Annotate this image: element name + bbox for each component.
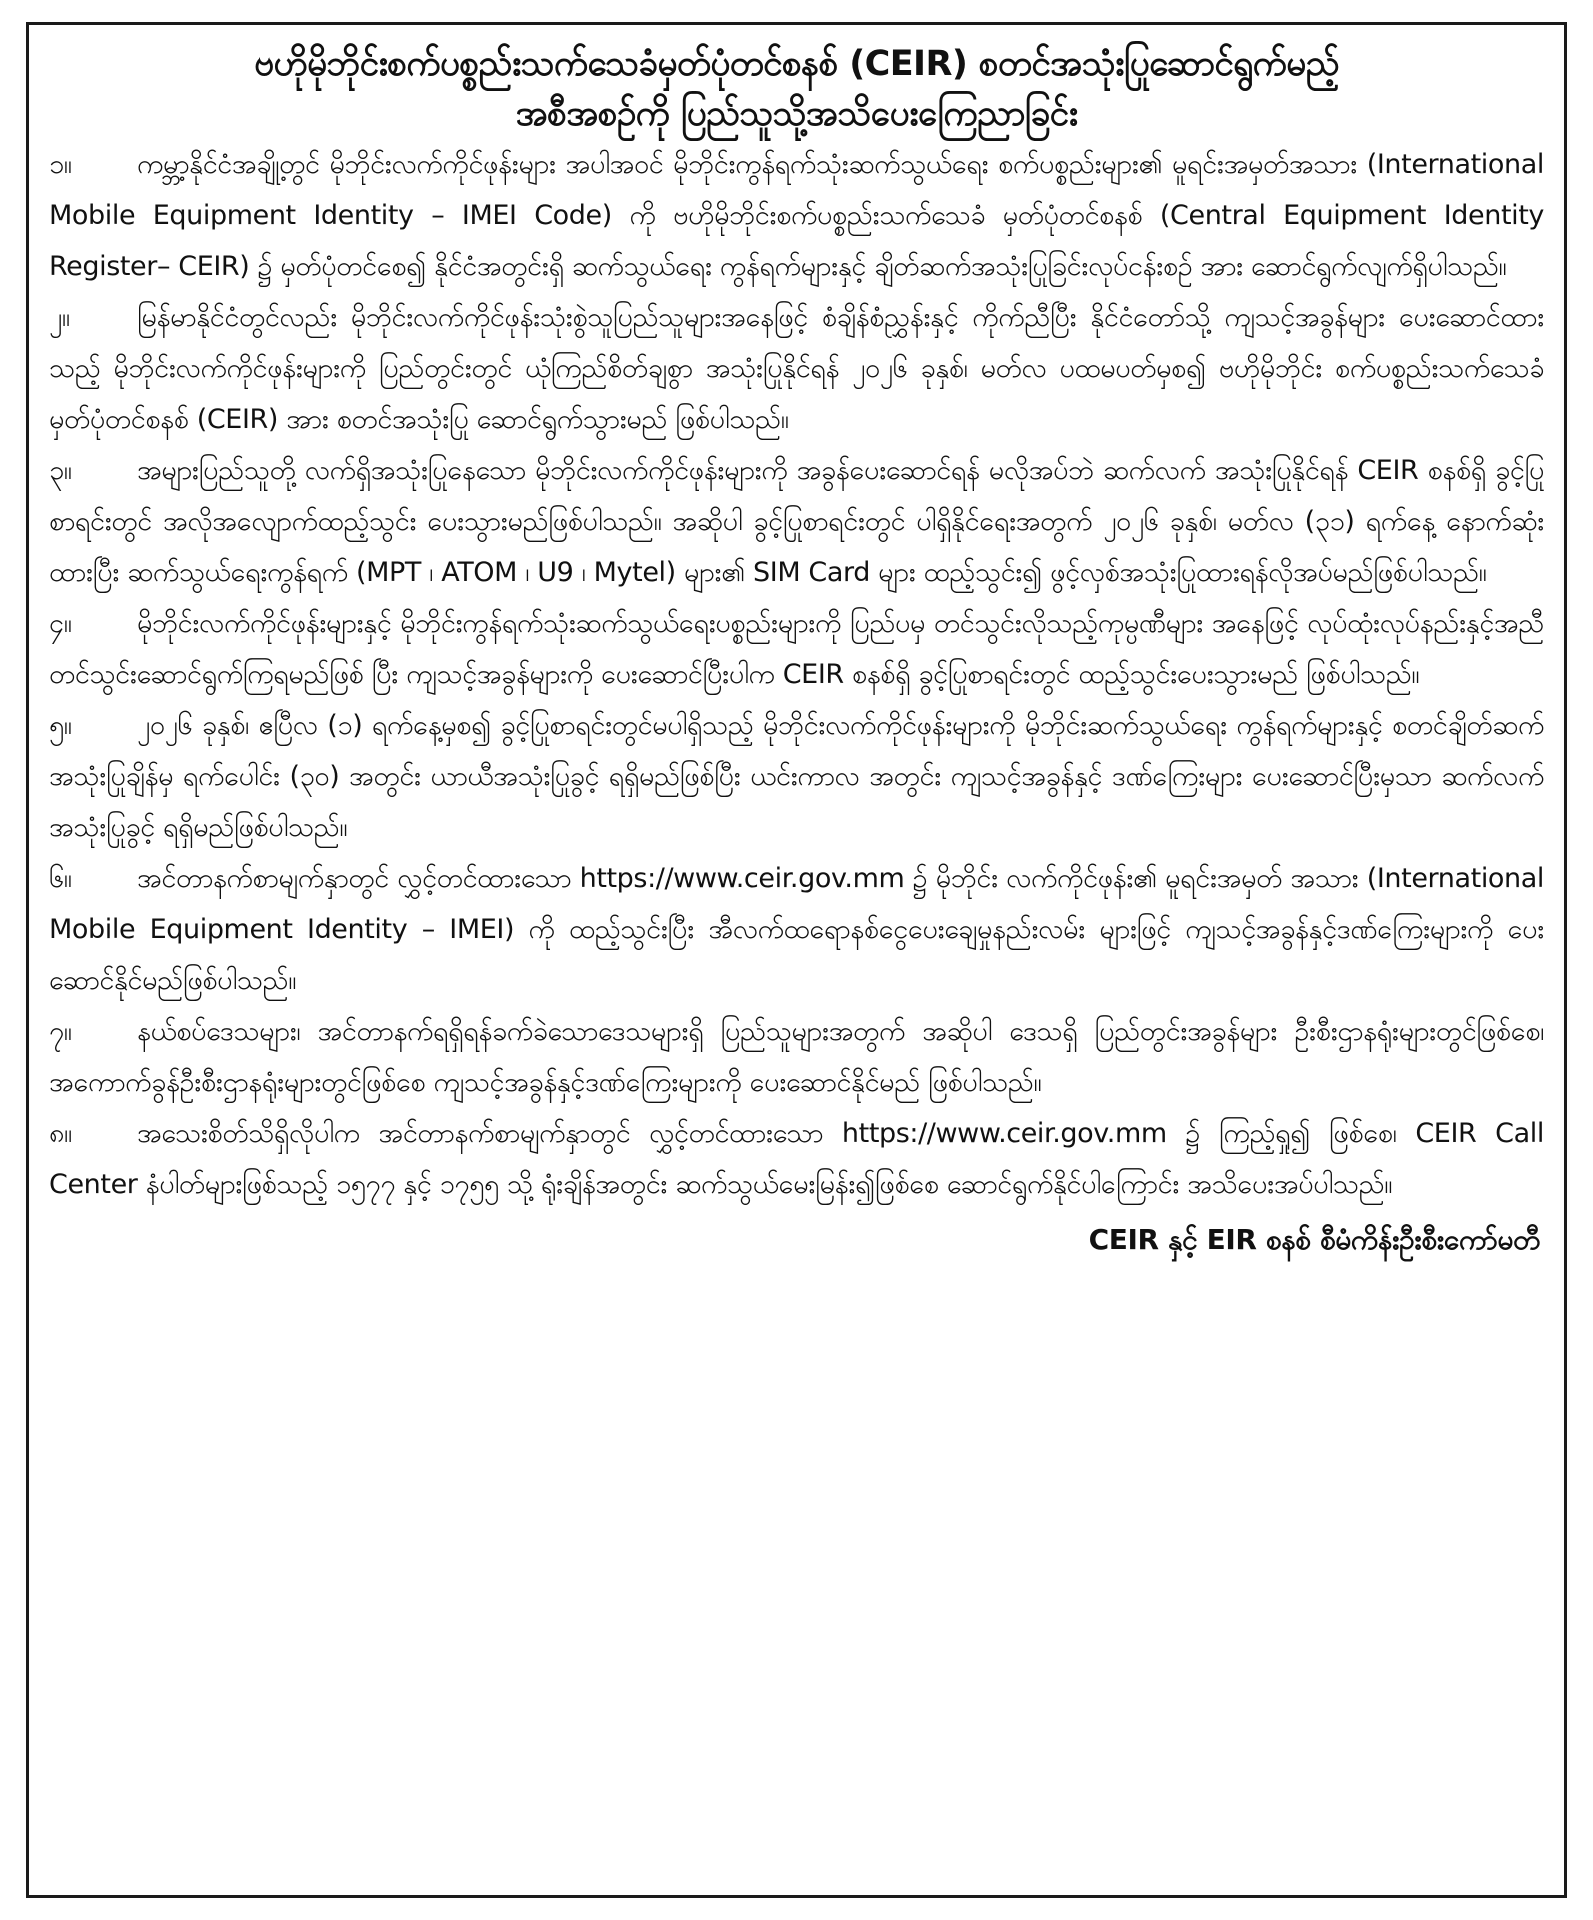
paragraph-7 — [49, 1006, 1544, 1108]
paragraph-2 — [49, 292, 1544, 445]
paragraph-number: ၄။ — [49, 608, 72, 639]
paragraph-number: ၃။ — [49, 455, 72, 486]
title-line-2: အစီအစဉ်ကို ပြည်သူသို့အသိပေးကြေညာခြင်း — [515, 94, 1078, 134]
paragraph-number: ၇။ — [49, 1016, 72, 1047]
paragraph-number: ၁။ — [49, 149, 72, 180]
title-line-1: ဗဟိုမိုဘိုင်းစက်ပစ္စည်းသက်သေခံမှတ်ပုံတင်စနစ် (CEIR) စတင်အသုံးပြုဆောင်ရွက်မည့် — [254, 44, 1339, 84]
paragraph-8 — [49, 1108, 1544, 1210]
paragraph-text: အသေးစိတ်သိရှိလိုပါက အင်တာနက်စာမျက်နှာတွင် လွှင့်တင်ထားသော https://www.ceir.gov.mm ၌ ကြည့်ရှု၍ ဖြစ်စေ၊ CEIR Call Center နံပါတ်များဖြစ်သည့် ၁၅၇၇ နှင့် ၁၇၅၅ သို့ ရုံးချိန်အတွင်း ဆက်သွယ်မေးမြန်း၍ဖြစ်စေ ဆောင်ရွက်နိုင်ပါကြောင်း အသိပေးအပ်ပါသည်။ — [49, 1118, 1544, 1200]
paragraph-number: ၆။ — [49, 863, 72, 894]
paragraph-text: မိုဘိုင်းလက်ကိုင်ဖုန်းများနှင့် မိုဘိုင်းကွန်ရက်သုံးဆက်သွယ်ရေးပစ္စည်းများကို ပြည်ပမှ တင်သွင်းလိုသည့်ကုမ္ပဏီများ အနေဖြင့် လုပ်ထုံးလုပ်နည်းနှင့်အညီ တင်သွင်းဆောင်ရွက်ကြရမည်ဖြစ် ပြီး ကျသင့်အခွန်များကို ပေးဆောင်ပြီးပါက CEIR စနစ်ရှိ ခွင့်ပြုစာရင်းတွင် ထည့်သွင်းပေးသွားမည် ဖြစ်ပါသည်။ — [49, 608, 1544, 690]
paragraph-5 — [49, 700, 1544, 853]
paragraph-text: မြန်မာနိုင်ငံတွင်လည်း မိုဘိုင်းလက်ကိုင်ဖုန်းသုံးစွဲသူပြည်သူများအနေဖြင့် စံချိန်စံညွှန်းနှင့် ကိုက်ညီပြီး နိုင်ငံတော်သို့ ကျသင့်အခွန်များ ပေးဆောင်ထားသည့် မိုဘိုင်းလက်ကိုင်ဖုန်းများကို ပြည်တွင်းတွင် ယုံကြည်စိတ်ချစွာ အသုံးပြုနိုင်ရန် ၂၀၂၆ ခုနှစ်၊ မတ်လ ပထမပတ်မှစ၍ ဗဟိုမိုဘိုင်း စက်ပစ္စည်းသက်သေခံမှတ်ပုံတင်စနစ် (CEIR) အား စတင်အသုံးပြု ဆောင်ရွက်သွားမည် ဖြစ်ပါသည်။ — [49, 302, 1544, 435]
notice-title — [49, 39, 1544, 139]
paragraph-text: ကမ္ဘာ့နိုင်ငံအချို့တွင် မိုဘိုင်းလက်ကိုင်ဖုန်းများ အပါအဝင် မိုဘိုင်းကွန်ရက်သုံးဆက်သွယ်ရေး စက်ပစ္စည်းများ၏ မူရင်းအမှတ်အသား (International Mobile Equipment Identity – IMEI Code) ကို ဗဟိုမိုဘိုင်းစက်ပစ္စည်းသက်သေခံ မှတ်ပုံတင်စနစ် (Central Equipment Identity Register– CEIR) ၌ မှတ်ပုံတင်စေ၍ နိုင်ငံအတွင်းရှိ ဆက်သွယ်ရေး ကွန်ရက်များနှင့် ချိတ်ဆက်အသုံးပြုခြင်းလုပ်ငန်းစဉ် အား ဆောင်ရွက်လျက်ရှိပါသည်။ — [49, 149, 1544, 282]
paragraph-text: နယ်စပ်ဒေသများ၊ အင်တာနက်ရရှိရန်ခက်ခဲသောဒေသများရှိ ပြည်သူများအတွက် အဆိုပါ ဒေသရှိ ပြည်တွင်းအခွန်များ ဦးစီးဌာနရုံးများတွင်ဖြစ်စေ၊ အကောက်ခွန်ဦးစီးဌာနရုံးများတွင်ဖြစ်စေ ကျသင့်အခွန်နှင့်ဒဏ်ကြေးများကို ပေးဆောင်နိုင်မည် ဖြစ်ပါသည်။ — [49, 1016, 1544, 1098]
paragraph-6 — [49, 853, 1544, 1006]
paragraph-text: ၂၀၂၆ ခုနှစ်၊ ဧပြီလ (၁) ရက်နေ့မှစ၍ ခွင့်ပြုစာရင်းတွင်မပါရှိသည့် မိုဘိုင်းလက်ကိုင်ဖုန်းများကို မိုဘိုင်းဆက်သွယ်ရေး ကွန်ရက်များနှင့် စတင်ချိတ်ဆက်အသုံးပြုချိန်မှ ရက်ပေါင်း (၃၀) အတွင်း ယာယီအသုံးပြုခွင့် ရရှိမည်ဖြစ်ပြီး ယင်းကာလ အတွင်း ကျသင့်အခွန်နှင့် ဒဏ်ကြေးများ ပေးဆောင်ပြီးမှသာ ဆက်လက်အသုံးပြုခွင့် ရရှိမည်ဖြစ်ပါသည်။ — [49, 710, 1544, 843]
paragraph-text: အများပြည်သူတို့ လက်ရှိအသုံးပြုနေသော မိုဘိုင်းလက်ကိုင်ဖုန်းများကို အခွန်ပေးဆောင်ရန် မလိုအပ်ဘဲ ဆက်လက် အသုံးပြုနိုင်ရန် CEIR စနစ်ရှိ ခွင့်ပြုစာရင်းတွင် အလိုအလျောက်ထည့်သွင်း ပေးသွားမည်ဖြစ်ပါသည်။ အဆိုပါ ခွင့်ပြုစာရင်းတွင် ပါရှိနိုင်ရေးအတွက် ၂၀၂၆ ခုနှစ်၊ မတ်လ (၃၁) ရက်နေ့ နောက်ဆုံးထားပြီး ဆက်သွယ်ရေးကွန်ရက် (MPT ၊ ATOM ၊ U9 ၊ Mytel) များ၏ SIM Card များ ထည့်သွင်း၍ ဖွင့်လှစ်အသုံးပြုထားရန်လိုအပ်မည်ဖြစ်ပါသည်။ — [49, 455, 1545, 588]
paragraph-text: အင်တာနက်စာမျက်နှာတွင် လွှင့်တင်ထားသော https://www.ceir.gov.mm ၌ မိုဘိုင်း လက်ကိုင်ဖုန်း၏ မူရင်းအမှတ် အသား (International Mobile Equipment Identity – IMEI) ကို ထည့်သွင်းပြီး အီလက်ထရောနစ်ငွေပေးချေမှုနည်းလမ်း များဖြင့် ကျသင့်အခွန်နှင့်ဒဏ်ကြေးများကို ပေးဆောင်နိုင်မည်ဖြစ်ပါသည်။ — [49, 863, 1544, 996]
paragraph-number: ၈။ — [49, 1118, 72, 1149]
paragraph-number: ၂။ — [49, 302, 70, 333]
paragraph-4 — [49, 598, 1544, 700]
paragraph-number: ၅။ — [49, 710, 72, 741]
paragraph-3 — [49, 445, 1544, 598]
signature: CEIR နှင့် EIR စနစ် စီမံကိန်းဦးစီးကော်မတီ — [1088, 1223, 1540, 1256]
paragraph-1 — [49, 139, 1544, 292]
notice-frame — [26, 22, 1567, 1898]
